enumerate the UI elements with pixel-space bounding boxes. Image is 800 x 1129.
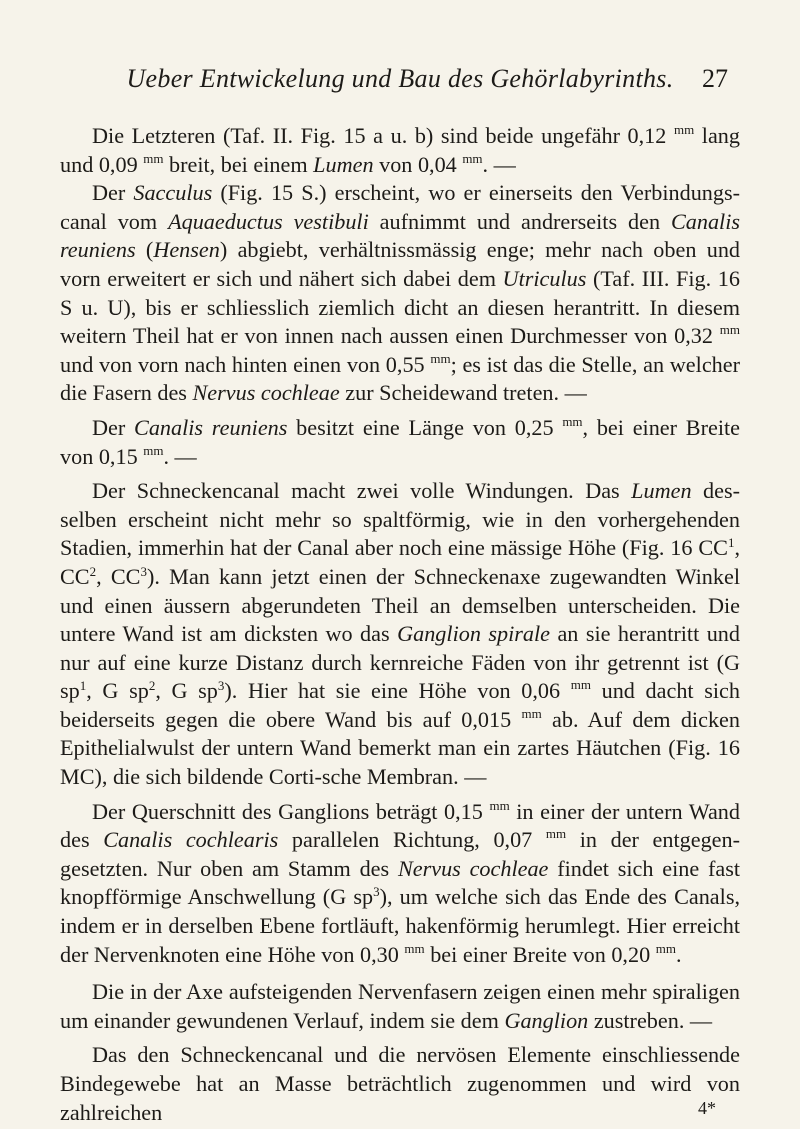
unit-mm: mm [143,150,164,166]
unit-mm: mm [143,442,164,458]
unit-mm: mm [489,797,510,813]
unit-mm: mm [462,150,483,166]
paragraph-4: Der Schneckencanal macht zwei volle Windungen. Das Lumen des-selben erscheint nicht mehr so spaltförmig, wie in den vorhergehenden Stadien, immerhin hat der Canal aber noch eine mässige Höhe (Fig. 16 $CC^1$, $CC^2$, $CC^3$). Man kann jetzt einen der Schneckenaxe zugewandten Winkel und einen äussern abgerundeten Theil an demselben unterscheiden. Die untere Wand ist am dicksten wo das Ganglion spirale an sie herantritt und nur auf eine kurze Distanz durch kernreiche Fäden von ihr getrennt ist (G $sp^1$, G $sp^2$, G $sp^3$). Hier hat sie eine Höhe von 0,06 $^{mm}$ und dacht sich beiderseits gegen die obere Wand bis auf 0,015 $^{mm}$ ab. Auf dem dicken Epithelialwulst der untern Wand bemerkt man ein zartes Häutchen (Fig. 16 MC), die sich bildende Corti-sche Membran. — [60,478,741,790]
paragraph-6: Die in der Axe aufsteigenden Nervenfasern zeigen einen mehr spiraligen um einander gewundenen Verlauf, indem sie dem Ganglion zustreben. — [60,979,740,1033]
unit-mm: mm [545,826,567,842]
unit-mm: mm [570,677,591,693]
page-number: 27 [702,64,728,93]
unit-mm: mm [430,350,451,366]
page-header [0,64,800,104]
unit-mm: mm [404,940,425,956]
paragraph-5: Der Querschnitt des Ganglions beträgt 0,15 $^{mm}$ in einer der untern Wand des Canalis cochlearis parallelen Richtung, 0,07 $^{mm}$ in der entgegen-gesetzten. Nur oben am Stamm des Nervus cochleae findet sich eine fast knopfförmige Anschwellung (G $sp^3$), um welche sich das Ende des Canals, indem er in derselben Ebene fortläuft, hakenförmig herumlegt. Hier erreicht der Nervenknoten eine Höhe von 0,30 $^{mm}$ bei einer Breite von 0,20 $^{mm}$. [60,797,741,967]
signature-mark: 4* [698,1098,716,1118]
paragraph-2: Der Sacculus (Fig. 15 S.) erscheint, wo er einerseits den Verbindungs-canal vom Aquaeductus vestibuli aufnimmt und andrerseits den Canalis reuniens (Hensen) abgiebt, verhältnissmässig enge; mehr nach oben und vorn erweitert er sich und nähert sich dabei dem Utriculus (Taf. III. Fig. 16 S u. U), bis er schliesslich ziemlich dicht an diesen herantritt. In diesem weitern Theil hat er von innen nach aussen einen Durchmesser von 0,32 $^{mm}$ und von vorn nach hinten einen von 0,55 $^{mm}$; es ist das die Stelle, an welcher die Fasern des Nervus cochleae zur Scheidewand treten. — [60,180,741,406]
paragraph-3: Der Canalis reuniens besitzt eine Länge von 0,25 $^{mm}$, bei einer Breite von 0,15 $^{mm}$. — [60,413,740,469]
paragraph-7: Das den Schneckencanal und die nervösen Elemente einschliessende Bindegewebe hat an Masse beträchtlich zugenommen und wird von zahlreichen [60,1042,740,1125]
unit-mm: mm [673,122,695,137]
unit-mm: mm [719,322,740,338]
unit-mm: mm [655,940,676,956]
unit-mm: mm [562,413,583,429]
paragraph-1: Die Letzteren (Taf. II. Fig. 15 a u. b) sind beide ungefähr 0,12 $^{mm}$ lang und 0,09 $^{mm}$ breit, bei einem Lumen von 0,04 $^{mm}$. — [60,122,740,177]
body-text [60,122,740,1127]
running-title: Ueber Entwickelung und Bau des Gehörlabyrinths. [126,64,674,93]
unit-mm: mm [521,705,542,721]
